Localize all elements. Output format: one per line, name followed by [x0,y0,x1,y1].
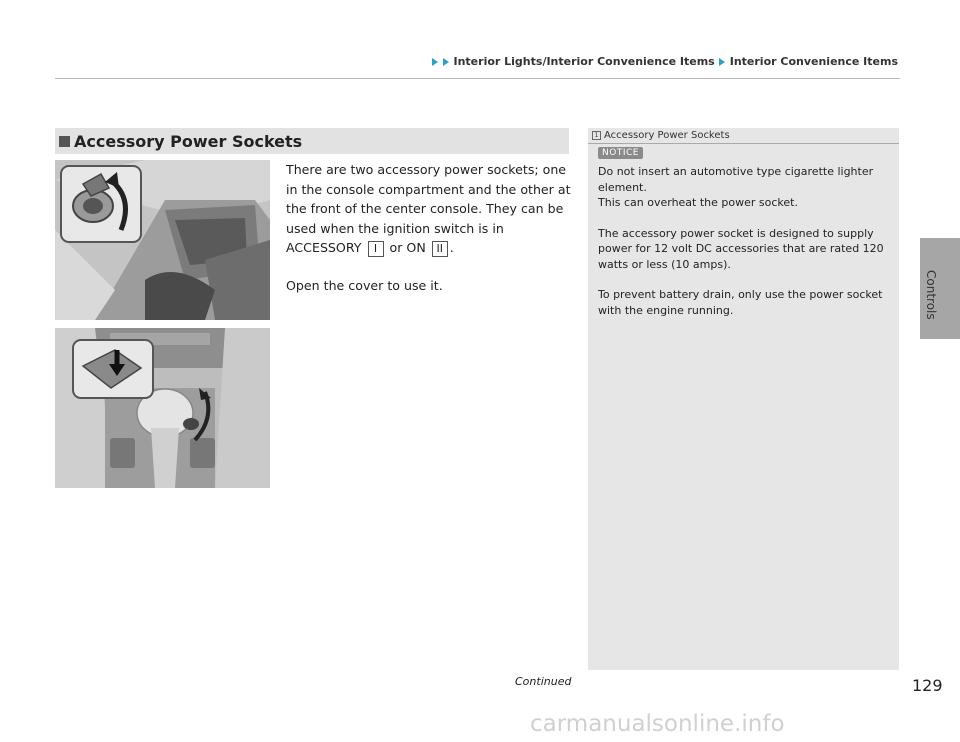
notice-badge: NOTICE [598,147,643,159]
ignition-key-on: II [432,241,448,257]
arrow-icon [432,58,438,66]
continued-label: Continued [515,675,572,688]
breadcrumb [432,55,899,68]
side-notes-paragraph-3: To prevent battery drain, only use the power socket with the engine running. [598,288,883,317]
front-console-socket-illustration [55,328,270,488]
accessory-label: ACCESSORY [286,240,362,255]
watermark: carmanualsonline.info [530,711,785,737]
section-heading [55,128,569,154]
paragraph-1-text: There are two accessory power sockets; one in the console compartment and the other at the front of the center console. They can be used when the ignition switch is in [286,162,571,236]
ignition-key-accessory: I [368,241,384,257]
side-notes-title-text: Accessory Power Sockets [604,130,730,141]
body-text [286,160,571,295]
side-notes-box [588,128,899,670]
page-number: 129 [912,676,943,695]
body-paragraph-1 [286,160,571,258]
arrow-icon [719,58,725,66]
front-socket-drawing [55,328,270,488]
side-notes-divider [588,143,899,144]
notice-line-2: This can overheat the power socket. [598,196,798,209]
chapter-tab-label: Controls [924,270,938,320]
or-on-label: or ON [389,240,426,255]
reference-number-icon: 1 [592,131,601,140]
breadcrumb-item[interactable]: Interior Convenience Items [729,55,898,68]
square-bullet-icon [59,136,70,147]
section-title: Accessory Power Sockets [74,131,303,151]
console-socket-drawing [55,160,270,320]
breadcrumb-item[interactable]: Interior Lights/Interior Convenience Items [453,55,715,68]
header-divider [55,78,900,79]
side-notes-title [592,130,730,141]
body-paragraph-2: Open the cover to use it. [286,277,443,293]
console-socket-illustration [55,160,270,320]
side-notes-paragraph-2: The accessory power socket is designed to supply power for 12 volt DC accessories that are rated 120 watts or less (10 amps). [598,226,884,271]
notice-line-1: Do not insert an automotive type cigarette lighter element. [598,165,874,194]
sentence-period: . [449,240,454,255]
side-notes-paragraph-1 [598,164,890,211]
arrow-icon [443,58,449,66]
side-notes-text [598,164,890,318]
